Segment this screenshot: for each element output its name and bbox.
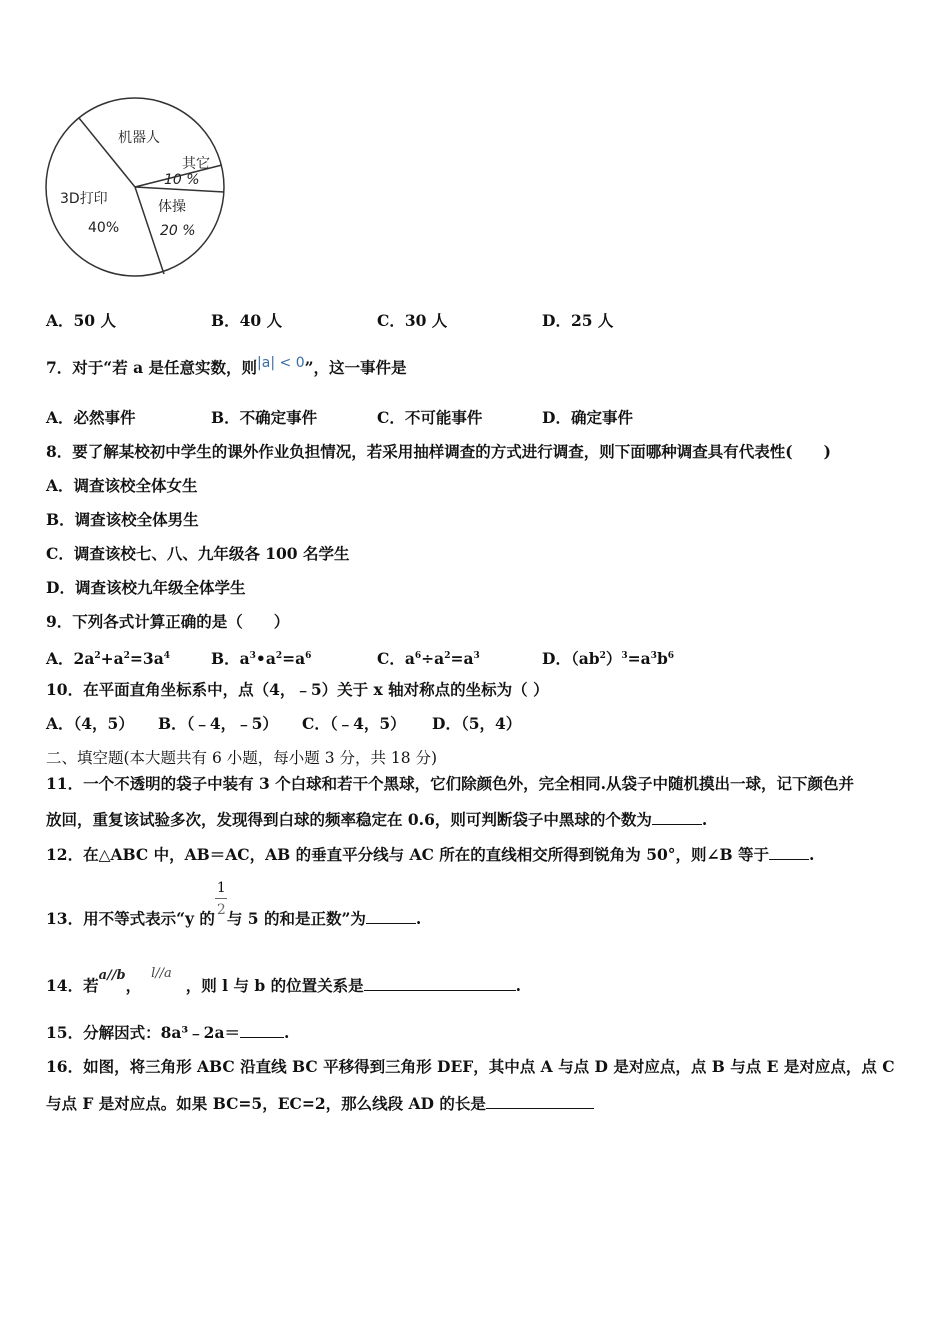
question-16-line-2	[46, 1094, 594, 1114]
pie-label-robot: 机器人	[118, 130, 160, 146]
q11-end: .	[701, 810, 708, 829]
q13-fraction-num: 1	[216, 880, 226, 896]
q14-math-1: a//b	[98, 968, 126, 983]
q13-fraction-den: 2	[216, 902, 226, 918]
q16-answer-blank[interactable]	[486, 1094, 594, 1109]
q10-option-d: D．（5，4）	[432, 714, 522, 733]
q8-option-b: B．调查该校全体男生	[46, 510, 199, 529]
q14-end: .	[515, 976, 521, 995]
q9-option-d: D．$(ab^2)^3=a^3b^6$	[542, 649, 675, 668]
q7-option-c: C．不可能事件	[377, 408, 483, 427]
q7-option-b: B．不确定事件	[211, 408, 318, 427]
pie-label-3d-pct: 40%	[88, 220, 120, 236]
question-13	[46, 880, 422, 929]
pie-label-other: 其它	[182, 156, 210, 172]
question-9: 9．下列各式计算正确的是（ ）	[46, 612, 290, 631]
q15-text: 15．分解因式：8a³﹣2a＝	[46, 1023, 241, 1042]
question-11-line-1: 11．一个不透明的袋子中装有 3 个白球和若干个黑球，它们除颜色外，完全相同.从袋子中随机摸出一球，记下颜色并	[46, 774, 855, 793]
q13-text-b: 与 5 的和是正数”为	[226, 909, 366, 928]
q6-option-c: C．30 人	[377, 311, 448, 330]
q6-option-a: A．50 人	[46, 311, 116, 330]
pie-chart-figure	[36, 92, 236, 292]
q10-option-b: B．（﹣4，﹣5）	[158, 714, 278, 733]
pie-label-3d: 3D打印	[60, 191, 108, 207]
question-8: 8．要了解某校初中学生的课外作业负担情况，若采用抽样调查的方式进行调查，则下面哪种调查具有代表性( )	[46, 442, 831, 461]
pie-label-gym-pct: 20 %	[160, 223, 196, 239]
q10-option-c: C．（﹣4，5）	[302, 714, 406, 733]
q9-a-label: A．	[46, 649, 74, 668]
question-7	[46, 355, 407, 379]
question-14	[46, 966, 521, 998]
q15-answer-blank[interactable]	[240, 1023, 284, 1038]
q13-fraction	[215, 880, 227, 924]
q10-option-a: A．（4，5）	[46, 714, 134, 733]
q16-text: 与点 F 是对应点。如果 BC=5，EC=2，那么线段 AD 的长是	[46, 1094, 486, 1113]
section-2-heading: 二、填空题(本大题共有 6 小题，每小题 3 分，共 18 分)	[46, 749, 438, 767]
q14-text-b: ，则 l 与 b 的位置关系是	[185, 976, 364, 995]
q12-answer-blank[interactable]	[769, 845, 809, 860]
q8-option-d: D．调查该校九年级全体学生	[46, 578, 246, 597]
q11-answer-blank[interactable]	[652, 810, 702, 825]
pie-divider-robot-3d	[79, 118, 135, 187]
q13-end: .	[415, 909, 422, 928]
q14-math-2: l//a	[151, 966, 172, 981]
q14-text-a: 14．若	[46, 976, 99, 995]
q7-option-d: D．确定事件	[542, 408, 633, 427]
q9-d-label: D．	[542, 649, 571, 668]
q9-option-a: A．$2a^2+a^2=3a^4$	[46, 649, 171, 668]
question-11-line-2	[46, 810, 707, 830]
q7-math: |a| < 0	[257, 355, 305, 371]
pie-label-gym: 体操	[158, 199, 186, 215]
q12-end: .	[809, 845, 815, 864]
q11-text: 放回，重复该试验多次，发现得到白球的频率稳定在 0.6，则可判断袋子中黑球的个数为	[46, 810, 652, 829]
question-15	[46, 1023, 289, 1043]
q14-answer-blank[interactable]	[364, 976, 516, 991]
q8-option-c: C．调查该校七、八、九年级各 100 名学生	[46, 544, 350, 563]
q12-text: 12．在△ABC 中，AB＝AC，AB 的垂直平分线与 AC 所在的直线相交所得到锐角为 50°，则∠B 等于	[46, 845, 770, 864]
q13-answer-blank[interactable]	[366, 909, 416, 924]
question-12	[46, 845, 814, 865]
q8-option-a: A．调查该校全体女生	[46, 476, 198, 495]
q13-text-a: 13．用不等式表示“y 的	[46, 909, 215, 928]
q6-option-b: B．40 人	[211, 311, 283, 330]
q14-sep: ，	[125, 976, 142, 995]
q7-stem-a: 7．对于“若 a 是任意实数，则	[46, 358, 258, 377]
question-10: 10．在平面直角坐标系中，点（4，﹣5）关于 x 轴对称点的坐标为（ ）	[46, 680, 549, 699]
q15-end: .	[284, 1023, 290, 1042]
q9-c-label: C．	[377, 649, 405, 668]
q9-b-label: B．	[211, 649, 240, 668]
pie-label-other-pct: 10 %	[164, 172, 200, 188]
q6-option-d: D．25 人	[542, 311, 614, 330]
q7-stem-b: ”，这一事件是	[304, 358, 407, 377]
q9-option-c: C．$a^6\div a^2=a^3$	[377, 649, 480, 668]
q9-option-b: B．$a^3•a^2=a^6$	[211, 649, 312, 668]
question-16-line-1: 16．如图，将三角形 ABC 沿直线 BC 平移得到三角形 DEF，其中点 A 与点 D 是对应点，点 B 与点 E 是对应点，点 C	[46, 1057, 895, 1076]
q7-option-a: A．必然事件	[46, 408, 136, 427]
q13-fraction-bar	[215, 898, 227, 899]
